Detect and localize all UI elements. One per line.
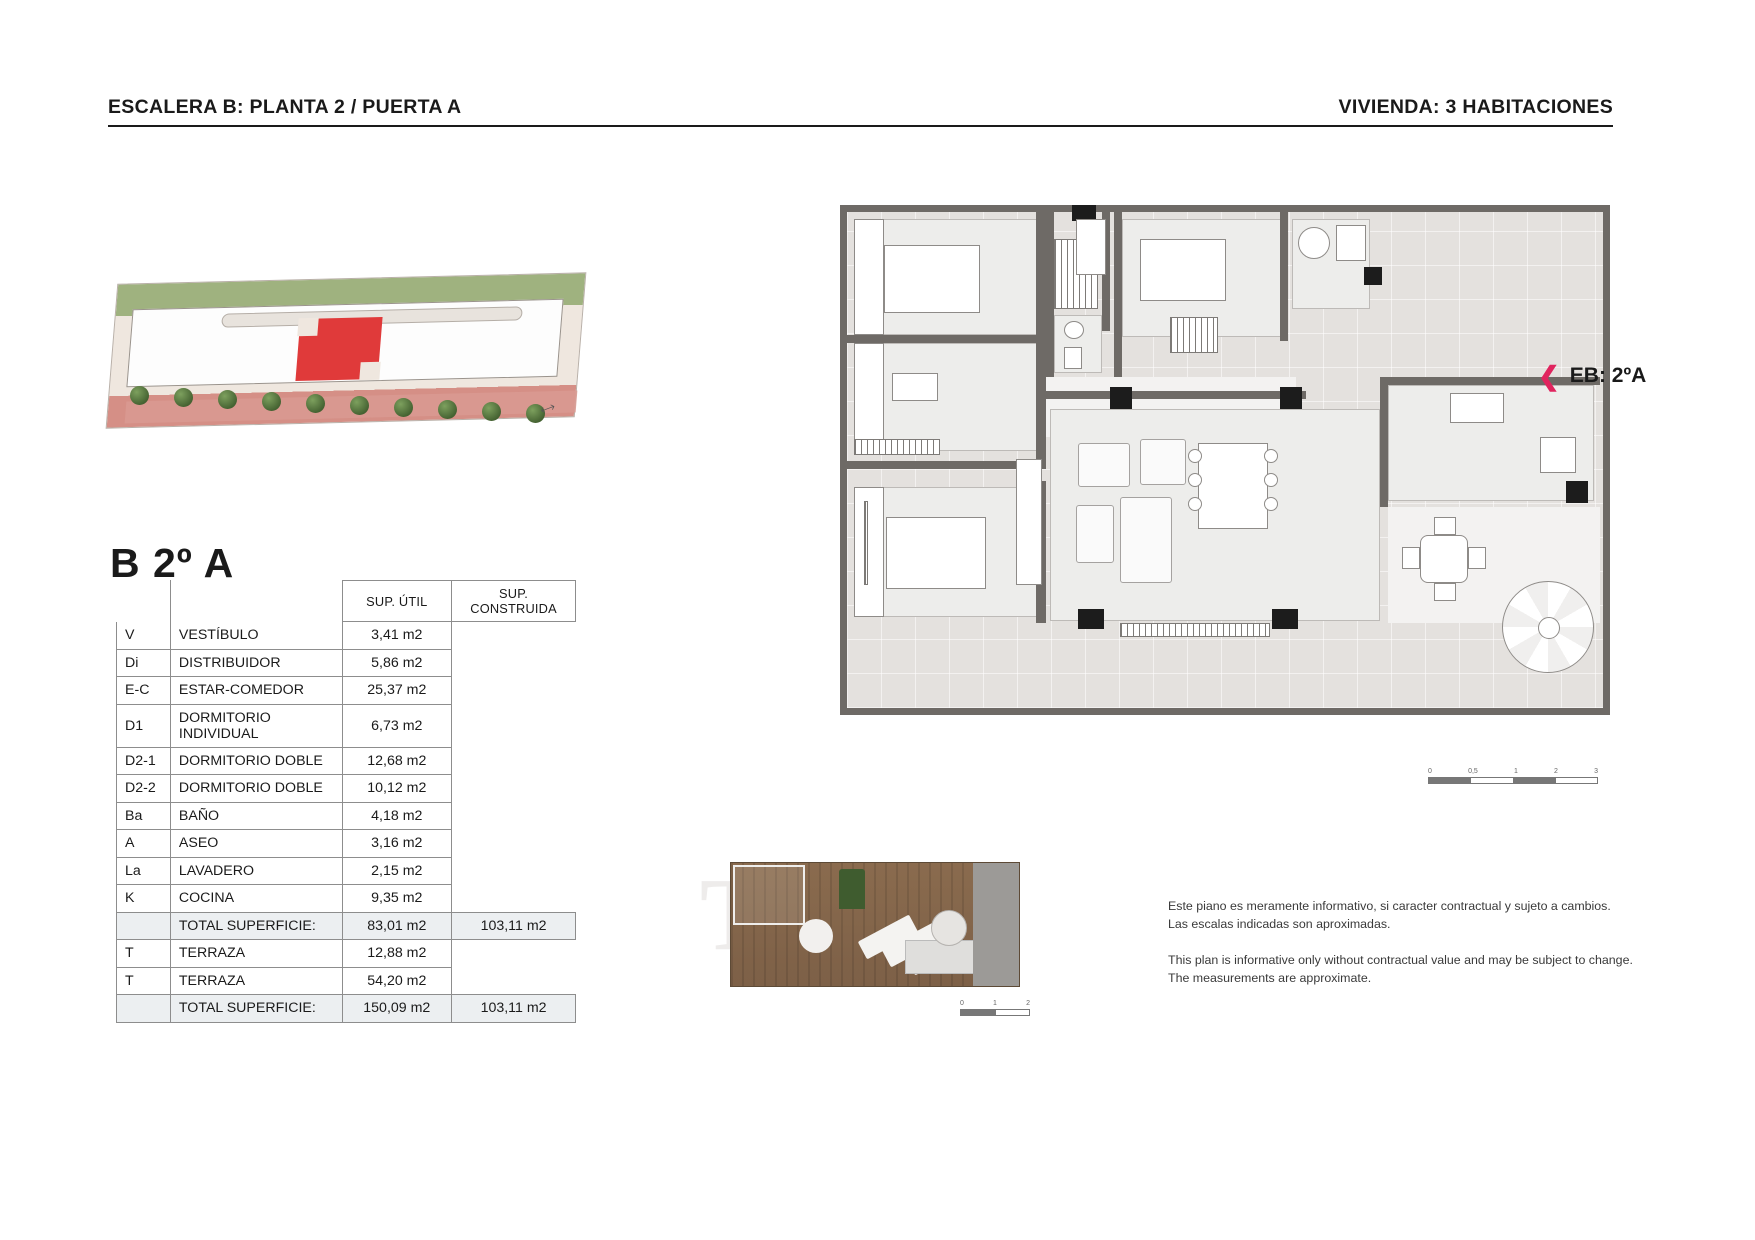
unit-notch-top	[297, 318, 318, 336]
interior-wall	[1280, 211, 1288, 341]
disclaimer-block	[1168, 898, 1638, 988]
balcony-rail	[854, 439, 940, 455]
row-code: D2-2	[117, 775, 171, 803]
row-code: T	[117, 967, 171, 995]
row-constr	[452, 649, 576, 677]
sink-fixture	[1064, 321, 1084, 339]
round-table-furniture	[799, 919, 833, 953]
stairs-hatch	[1170, 317, 1218, 353]
row-constr	[452, 747, 576, 775]
structural-column	[1280, 387, 1302, 409]
row-name: LAVADERO	[170, 857, 342, 885]
table-row	[117, 885, 576, 913]
total-constr: 103,11 m2	[452, 995, 576, 1023]
header-divider	[108, 125, 1613, 127]
table-total-row	[117, 995, 576, 1023]
row-code: La	[117, 857, 171, 885]
subtotal-spacer	[117, 912, 171, 940]
page-title: B 2º A	[110, 540, 235, 586]
table-row	[117, 649, 576, 677]
structural-column	[1272, 609, 1298, 629]
spiral-staircase-icon	[931, 910, 967, 946]
disclaimer-es-line2: Las escalas indicadas son aproximadas.	[1168, 916, 1391, 931]
row-code: E-C	[117, 677, 171, 705]
structural-column	[1078, 609, 1104, 629]
row-util: 12,68 m2	[342, 747, 452, 775]
area-schedule-table	[116, 580, 576, 1023]
tree-icon	[218, 390, 237, 409]
row-constr	[452, 802, 576, 830]
vanity-furniture	[892, 373, 938, 401]
terrace-chair	[1468, 547, 1486, 569]
interior-wall	[1380, 377, 1388, 507]
toilet-fixture	[1064, 347, 1082, 369]
total-util: 150,09 m2	[342, 995, 452, 1023]
dining-chair	[1188, 497, 1202, 511]
row-constr	[452, 622, 576, 650]
row-util: 2,15 m2	[342, 857, 452, 885]
row-name: TERRAZA	[170, 967, 342, 995]
chevron-left-icon: ❮	[1538, 361, 1560, 391]
row-name: ESTAR-COMEDOR	[170, 677, 342, 705]
floor-plan-drawing	[840, 205, 1610, 715]
table-row	[117, 622, 576, 650]
dining-chair	[1264, 497, 1278, 511]
page-header	[108, 96, 1613, 127]
terrace-chair	[1402, 547, 1420, 569]
row-constr	[452, 775, 576, 803]
cooktop-fixture	[1540, 437, 1576, 473]
structural-column	[1566, 481, 1588, 503]
bed-furniture	[886, 517, 986, 589]
row-constr	[452, 830, 576, 858]
table-row	[117, 857, 576, 885]
table-row	[117, 802, 576, 830]
planter-icon	[839, 869, 865, 909]
tree-icon	[130, 386, 149, 405]
scale-bar-graphic	[1428, 777, 1598, 784]
scale-tick: 1	[993, 1000, 997, 1007]
table-row	[117, 775, 576, 803]
row-code: Ba	[117, 802, 171, 830]
th-code	[117, 581, 171, 622]
table-row	[117, 704, 576, 747]
tree-icon	[394, 398, 413, 417]
balcony-rail	[1120, 623, 1270, 637]
row-constr	[452, 704, 576, 747]
table-row	[117, 830, 576, 858]
row-util: 12,88 m2	[342, 940, 452, 968]
row-code: T	[117, 940, 171, 968]
row-name: TERRAZA	[170, 940, 342, 968]
scale-tick: 0	[960, 1000, 964, 1007]
spiral-staircase	[1502, 581, 1594, 673]
row-util: 10,12 m2	[342, 775, 452, 803]
row-constr	[452, 967, 576, 995]
adjacent-building	[973, 863, 1019, 986]
scale-tick: 1	[1513, 768, 1518, 775]
table-row	[117, 940, 576, 968]
table-header-row	[117, 581, 576, 622]
row-util: 9,35 m2	[342, 885, 452, 913]
coffee-table-furniture	[1076, 505, 1114, 563]
interior-wall	[1046, 211, 1054, 391]
row-code: V	[117, 622, 171, 650]
washing-machine-icon	[1298, 227, 1330, 259]
header-left-title: ESCALERA B: PLANTA 2 / PUERTA A	[108, 96, 462, 118]
th-room	[170, 581, 342, 622]
wardrobe-furniture	[854, 343, 884, 451]
kitchen-sink-fixture	[1450, 393, 1504, 423]
row-name: DISTRIBUIDOR	[170, 649, 342, 677]
subtotal-label: TOTAL SUPERFICIE:	[170, 912, 342, 940]
scale-tick: 3	[1594, 768, 1598, 775]
scale-bar-graphic	[960, 1009, 1030, 1016]
row-name: BAÑO	[170, 802, 342, 830]
row-code: K	[117, 885, 171, 913]
row-constr	[452, 940, 576, 968]
scale-tick: 0,5	[1468, 768, 1478, 775]
north-arrow-icon: ⤢	[539, 398, 557, 418]
disclaimer-en-line1: This plan is informative only without contractual value and may be subject to change.	[1168, 952, 1633, 967]
dining-chair	[1264, 473, 1278, 487]
row-name: COCINA	[170, 885, 342, 913]
row-code: D2-1	[117, 747, 171, 775]
tree-icon	[262, 392, 281, 411]
tree-icon	[306, 394, 325, 413]
th-sup-construida: SUP. CONSTRUIDA	[452, 581, 576, 622]
row-name: DORMITORIO DOBLE	[170, 775, 342, 803]
row-name: DORMITORIO INDIVIDUAL	[170, 704, 342, 747]
terrace-chair	[1434, 517, 1456, 535]
row-code: A	[117, 830, 171, 858]
tree-icon	[350, 396, 369, 415]
table-subtotal-row	[117, 912, 576, 940]
window-opening	[864, 501, 868, 585]
row-constr	[452, 885, 576, 913]
site-key-map	[112, 278, 597, 438]
wardrobe-furniture	[854, 219, 884, 335]
terrace-chair	[1434, 583, 1456, 601]
row-util: 5,86 m2	[342, 649, 452, 677]
entrance-marker	[1538, 363, 1646, 389]
disclaimer-en-line2: The measurements are approximate.	[1168, 970, 1372, 985]
table-row	[117, 677, 576, 705]
row-constr	[452, 857, 576, 885]
armchair-furniture	[1078, 443, 1130, 487]
interior-wall	[846, 335, 1046, 343]
subtotal-util: 83,01 m2	[342, 912, 452, 940]
total-label: TOTAL SUPERFICIE:	[170, 995, 342, 1023]
plan-scale-bar	[1428, 768, 1598, 784]
row-name: DORMITORIO DOBLE	[170, 747, 342, 775]
disclaimer-es-line1: Este piano es meramente informativo, si caracter contractual y sujeto a cambios.	[1168, 899, 1611, 913]
terrace-table-furniture	[1420, 535, 1468, 583]
row-code: Di	[117, 649, 171, 677]
appliance-furniture	[1336, 225, 1366, 261]
scale-tick: 2	[1026, 1000, 1030, 1007]
wardrobe-furniture	[1076, 219, 1106, 275]
table-row	[117, 967, 576, 995]
entrance-label: EB: 2ºA	[1569, 364, 1647, 387]
unit-notch-bottom	[359, 362, 380, 380]
row-util: 4,18 m2	[342, 802, 452, 830]
total-spacer	[117, 995, 171, 1023]
row-util: 54,20 m2	[342, 967, 452, 995]
bed-furniture	[1140, 239, 1226, 301]
dining-table-furniture	[1198, 443, 1268, 529]
dining-chair	[1188, 449, 1202, 463]
sofa-furniture	[1120, 497, 1172, 583]
terrace-render-image	[730, 862, 1020, 987]
tree-icon	[482, 402, 501, 421]
scale-tick: 0	[1428, 768, 1432, 775]
tv-unit-furniture	[1016, 459, 1042, 585]
armchair-furniture	[1140, 439, 1186, 485]
th-sup-util: SUP. ÚTIL	[342, 581, 452, 622]
row-name: ASEO	[170, 830, 342, 858]
interior-wall	[1114, 211, 1122, 391]
tree-icon	[174, 388, 193, 407]
terrace-scale-bar	[960, 1000, 1030, 1016]
header-right-title: VIVIENDA: 3 HABITACIONES	[1338, 96, 1613, 118]
row-util: 6,73 m2	[342, 704, 452, 747]
dining-chair	[1188, 473, 1202, 487]
row-constr	[452, 677, 576, 705]
pergola-structure	[733, 865, 805, 925]
scale-tick: 2	[1554, 768, 1558, 775]
row-util: 3,16 m2	[342, 830, 452, 858]
dining-chair	[1264, 449, 1278, 463]
bed-furniture	[884, 245, 980, 313]
table-row	[117, 747, 576, 775]
structural-column	[1110, 387, 1132, 409]
row-code: D1	[117, 704, 171, 747]
structural-column	[1364, 267, 1382, 285]
wardrobe-furniture	[854, 487, 884, 617]
row-util: 3,41 m2	[342, 622, 452, 650]
subtotal-constr: 103,11 m2	[452, 912, 576, 940]
row-util: 25,37 m2	[342, 677, 452, 705]
row-name: VESTÍBULO	[170, 622, 342, 650]
tree-icon	[438, 400, 457, 419]
interior-wall	[1046, 391, 1306, 399]
